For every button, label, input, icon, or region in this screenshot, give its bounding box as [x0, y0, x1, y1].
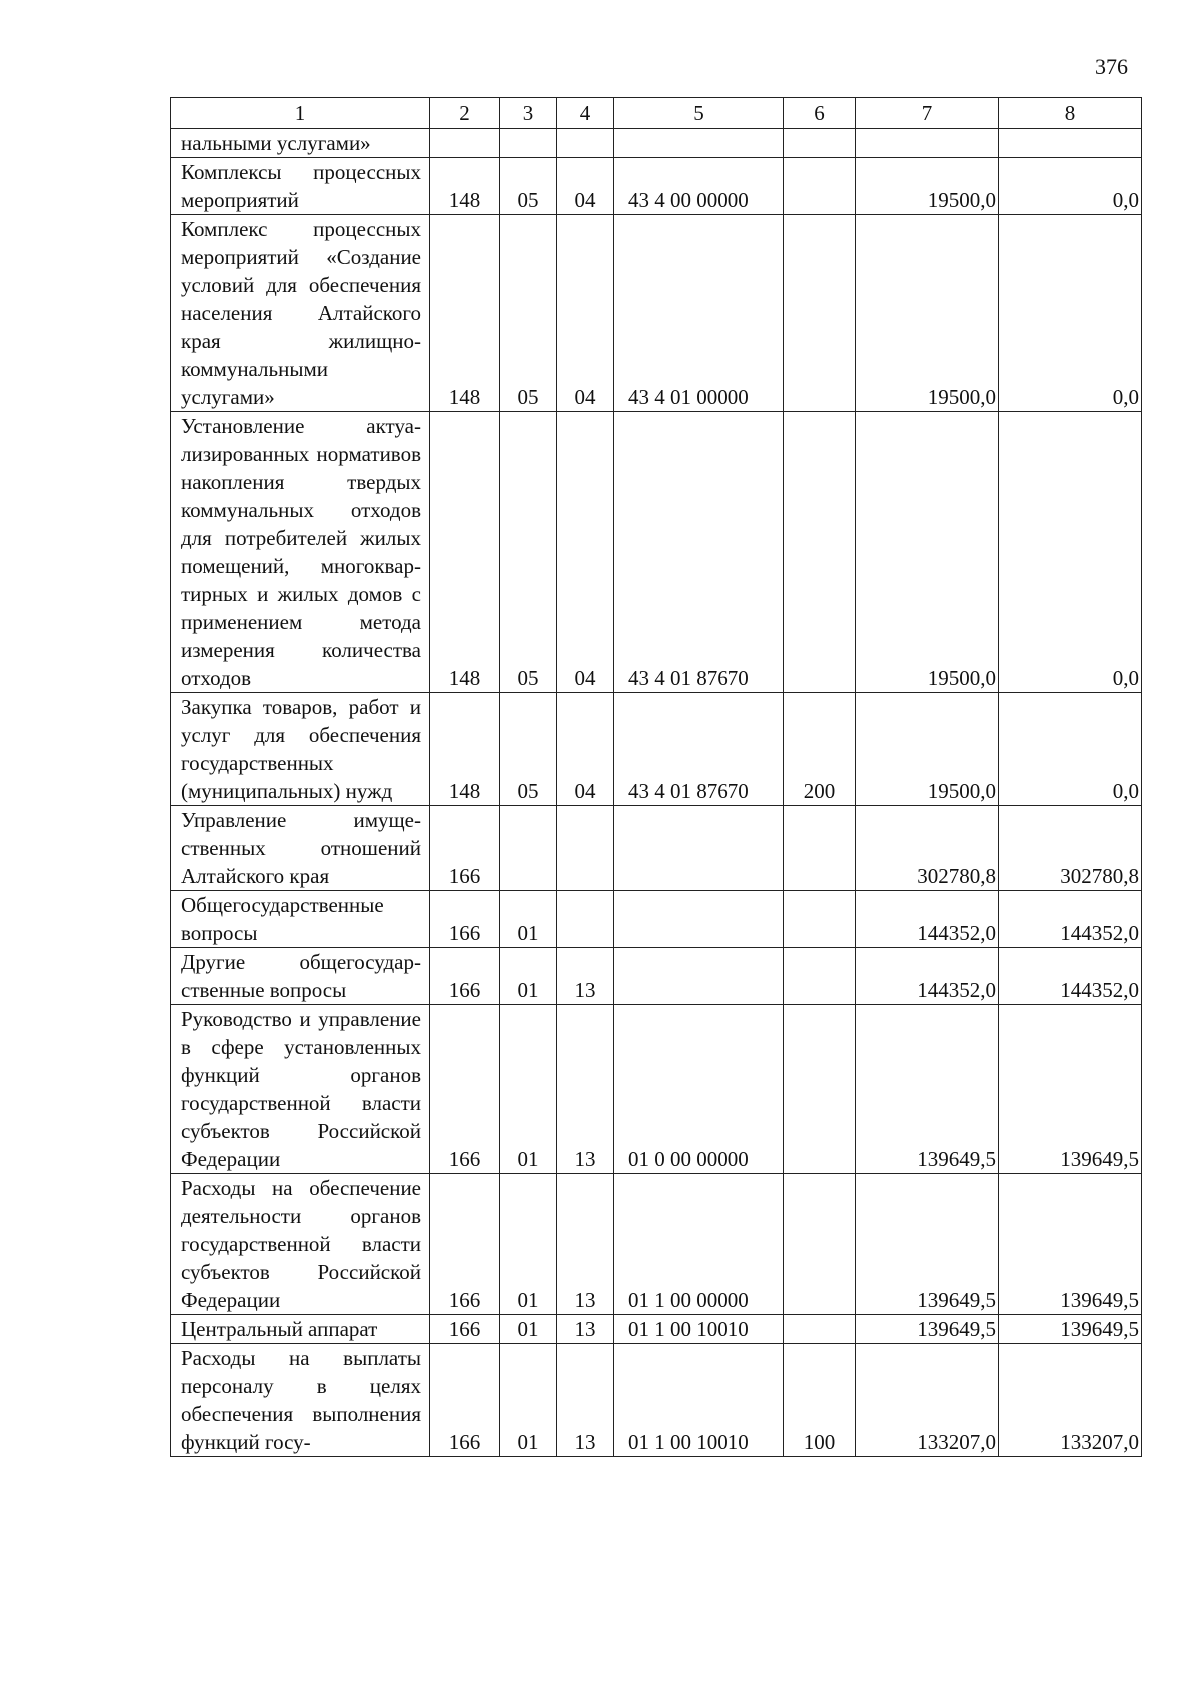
table-row [171, 948, 1142, 1005]
expense-type-code: 100 [784, 1344, 856, 1457]
table-row [171, 891, 1142, 948]
expense-type-code [784, 948, 856, 1005]
amount-col7: 133207,0 [856, 1344, 999, 1457]
table-row [171, 129, 1142, 158]
item-name: Управление имущественных отношений Алтайского края [171, 806, 430, 891]
header-cell: 3 [500, 98, 557, 129]
admin-code: 148 [430, 158, 500, 215]
target-article-code: 01 1 00 10010 [614, 1315, 784, 1344]
amount-col7: 19500,0 [856, 412, 999, 693]
amount-col8: 133207,0 [999, 1344, 1142, 1457]
item-name: Установление актуализированных нормативов накопления твердых коммунальных отходов для потребителей жилых помещений, многоквартирных и жилых домов с применением метода измерения количества отходов [171, 412, 430, 693]
target-article-code: 43 4 01 87670 [614, 412, 784, 693]
amount-col7 [856, 129, 999, 158]
header-cell: 4 [557, 98, 614, 129]
admin-code: 166 [430, 948, 500, 1005]
subsection-code: 04 [557, 158, 614, 215]
subsection-code [557, 806, 614, 891]
amount-col7: 139649,5 [856, 1005, 999, 1174]
table-row [171, 215, 1142, 412]
admin-code: 166 [430, 1344, 500, 1457]
target-article-code: 01 0 00 00000 [614, 1005, 784, 1174]
header-row [171, 98, 1142, 129]
table-row [171, 412, 1142, 693]
header-cell: 2 [430, 98, 500, 129]
expense-type-code [784, 891, 856, 948]
expense-type-code [784, 129, 856, 158]
section-code: 01 [500, 891, 557, 948]
amount-col7: 144352,0 [856, 948, 999, 1005]
table-row [171, 1344, 1142, 1457]
expense-type-code [784, 158, 856, 215]
subsection-code [557, 891, 614, 948]
subsection-code: 04 [557, 412, 614, 693]
table-row [171, 158, 1142, 215]
amount-col8: 144352,0 [999, 891, 1142, 948]
amount-col8: 0,0 [999, 158, 1142, 215]
admin-code: 148 [430, 412, 500, 693]
subsection-code: 04 [557, 215, 614, 412]
section-code: 05 [500, 412, 557, 693]
amount-col8: 144352,0 [999, 948, 1142, 1005]
admin-code: 166 [430, 1174, 500, 1315]
table-row [171, 1005, 1142, 1174]
amount-col8: 0,0 [999, 215, 1142, 412]
expense-type-code [784, 412, 856, 693]
expense-type-code [784, 1174, 856, 1315]
item-name: Комплексы процессных мероприятий [171, 158, 430, 215]
header-cell: 1 [171, 98, 430, 129]
header-cell: 8 [999, 98, 1142, 129]
admin-code: 166 [430, 1315, 500, 1344]
table-row [171, 693, 1142, 806]
amount-col7: 139649,5 [856, 1315, 999, 1344]
item-name: Комплекс процессных мероприятий «Создание условий для обеспечения населения Алтайского края жилищно-коммунальными услугами» [171, 215, 430, 412]
subsection-code: 13 [557, 1174, 614, 1315]
expense-type-code [784, 1315, 856, 1344]
amount-col8: 139649,5 [999, 1315, 1142, 1344]
amount-col8: 139649,5 [999, 1174, 1142, 1315]
section-code [500, 129, 557, 158]
item-name: Центральный аппарат [171, 1315, 430, 1344]
item-name: Общегосударственные вопросы [171, 891, 430, 948]
admin-code: 166 [430, 1005, 500, 1174]
header-cell: 6 [784, 98, 856, 129]
item-name: Другие общегосударственные вопросы [171, 948, 430, 1005]
section-code: 01 [500, 1315, 557, 1344]
item-name: Расходы на обеспечение деятельности органов государственной власти субъектов Российской Федерации [171, 1174, 430, 1315]
section-code: 05 [500, 693, 557, 806]
table-row [171, 806, 1142, 891]
admin-code [430, 129, 500, 158]
amount-col8 [999, 129, 1142, 158]
section-code: 01 [500, 1174, 557, 1315]
item-name: Расходы на выплаты персоналу в целях обеспечения выполнения функций госу- [171, 1344, 430, 1457]
header-cell: 7 [856, 98, 999, 129]
subsection-code: 13 [557, 948, 614, 1005]
admin-code: 166 [430, 891, 500, 948]
amount-col8: 139649,5 [999, 1005, 1142, 1174]
target-article-code: 43 4 00 00000 [614, 158, 784, 215]
section-code: 01 [500, 1344, 557, 1457]
amount-col8: 0,0 [999, 412, 1142, 693]
subsection-code: 04 [557, 693, 614, 806]
target-article-code: 43 4 01 00000 [614, 215, 784, 412]
budget-table [170, 97, 1142, 1457]
amount-col7: 144352,0 [856, 891, 999, 948]
amount-col7: 302780,8 [856, 806, 999, 891]
target-article-code: 01 1 00 00000 [614, 1174, 784, 1315]
admin-code: 148 [430, 693, 500, 806]
header-cell: 5 [614, 98, 784, 129]
expense-type-code [784, 215, 856, 412]
amount-col8: 0,0 [999, 693, 1142, 806]
amount-col7: 19500,0 [856, 215, 999, 412]
section-code [500, 806, 557, 891]
admin-code: 166 [430, 806, 500, 891]
amount-col8: 302780,8 [999, 806, 1142, 891]
item-name: нальными услугами» [171, 129, 430, 158]
amount-col7: 19500,0 [856, 158, 999, 215]
subsection-code: 13 [557, 1315, 614, 1344]
target-article-code [614, 806, 784, 891]
item-name: Закупка товаров, работ и услуг для обеспечения государственных (муниципальных) нужд [171, 693, 430, 806]
page-number: 376 [1095, 54, 1128, 79]
expense-type-code [784, 1005, 856, 1174]
target-article-code [614, 948, 784, 1005]
target-article-code [614, 129, 784, 158]
section-code: 05 [500, 215, 557, 412]
subsection-code: 13 [557, 1005, 614, 1174]
table-row [171, 1315, 1142, 1344]
expense-type-code: 200 [784, 693, 856, 806]
target-article-code: 43 4 01 87670 [614, 693, 784, 806]
section-code: 01 [500, 948, 557, 1005]
section-code: 05 [500, 158, 557, 215]
target-article-code [614, 891, 784, 948]
admin-code: 148 [430, 215, 500, 412]
target-article-code: 01 1 00 10010 [614, 1344, 784, 1457]
table-row [171, 1174, 1142, 1315]
subsection-code [557, 129, 614, 158]
item-name: Руководство и управление в сфере установленных функций органов государственной власти субъектов Российской Федерации [171, 1005, 430, 1174]
section-code: 01 [500, 1005, 557, 1174]
amount-col7: 139649,5 [856, 1174, 999, 1315]
expense-type-code [784, 806, 856, 891]
amount-col7: 19500,0 [856, 693, 999, 806]
subsection-code: 13 [557, 1344, 614, 1457]
